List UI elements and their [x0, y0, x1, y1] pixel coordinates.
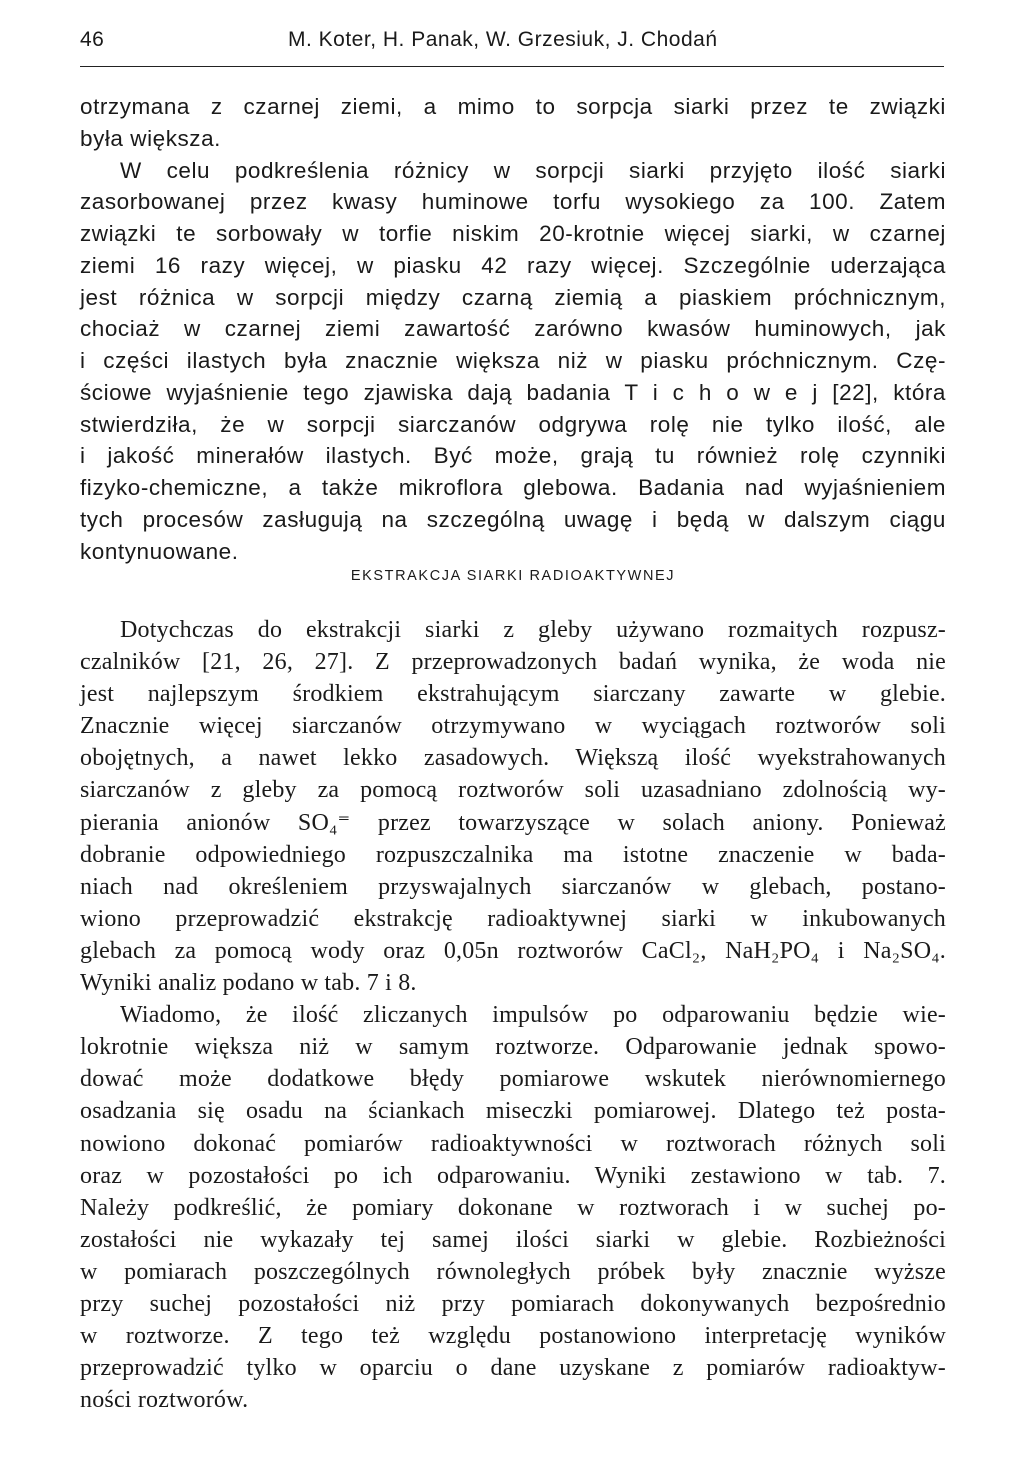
text-line: osadzania się osadu na ściankach miseczki pomiarowej. Dlatego też posta-	[80, 1098, 946, 1125]
text-line: fizyko-chemiczne, a także mikroflora glebowa. Badania nad wyjaśnieniem	[80, 475, 946, 500]
text-line: obojętnych, a nawet lekko zasadowych. Większą ilość wyekstrahowanych	[80, 745, 946, 772]
text-line: chociaż w czarnej ziemi zawartość zarówno kwasów huminowych, jak	[80, 316, 946, 342]
text-line: zasorbowanej przez kwasy huminowe torfu wysokiego za 100. Zatem	[80, 189, 946, 215]
text-line: kontynuowane.	[80, 538, 239, 564]
text-line: Wyniki analiz podano w tab. 7 i 8.	[80, 970, 417, 997]
text-line: przy suchej pozostałości niż przy pomiarach dokonywanych bezpośrednio	[80, 1290, 946, 1317]
text-line: W celu podkreślenia różnicy w sorpcji siarki przyjęto ilość siarki	[120, 157, 946, 183]
text-line: przeprowadzić tylko w oparciu o dane uzyskane z pomiarów radioaktyw-	[80, 1355, 946, 1382]
text-line: wiono przeprowadzić ekstrakcję radioaktywnej siarki w inkubowanych	[80, 905, 946, 932]
text-line: siarczanów z gleby za pomocą roztworów soli uzasadniano zdolnością wy-	[80, 777, 946, 804]
text-line: Należy podkreślić, że pomiary dokonane w roztworach i w suchej po-	[80, 1194, 946, 1221]
intro-text-block	[80, 91, 946, 567]
text-line: i jakość minerałów ilastych. Być może, grają tu również rolę czynniki	[80, 443, 946, 469]
text-line: ziemi 16 razy więcej, w piasku 42 razy więcej. Szczególnie uderzająca	[80, 252, 946, 278]
text-line: otrzymana z czarnej ziemi, a mimo to sorpcja siarki przez te związki	[80, 94, 946, 119]
text-line: oraz w pozostałości po ich odparowaniu. Wyniki zestawiono w tab. 7.	[80, 1162, 946, 1189]
text-line: i części ilastych była znacznie większa niż w piasku próchnicznym. Czę-	[80, 348, 946, 373]
page-number: 46	[80, 28, 105, 51]
text-line: lokrotnie większa niż w samym roztworze. Odparowanie jednak spowo-	[80, 1034, 946, 1061]
text-line: niach nad określeniem przyswajalnych siarczanów w glebach, postano-	[80, 873, 946, 900]
text-line: ściowe wyjaśnienie tego zjawiska dają badania T i c h o w e j [22], która	[80, 379, 946, 405]
text-line: Znacznie więcej siarczanów otrzymywano w wyciągach roztworów soli	[80, 713, 946, 740]
text-line: dować może dodatkowe błędy pomiarowe wskutek nierównomiernego	[80, 1066, 946, 1093]
text-line: glebach za pomocą wody oraz 0,05n roztworów CaCl₂, NaH₂PO₄ i Na₂SO₄.	[80, 937, 946, 964]
section-text-block	[80, 614, 946, 1416]
header-rule	[80, 66, 944, 67]
text-line: w roztworze. Z tego też względu postanowiono interpretację wyników	[80, 1323, 946, 1350]
text-line: stwierdziła, że w sorpcji siarczanów odgrywa rolę nie tylko ilość, ale	[80, 411, 946, 437]
text-line: ności roztworów.	[80, 1387, 249, 1414]
text-line: nowiono dokonać pomiarów radioaktywności w roztworach różnych soli	[80, 1130, 946, 1157]
text-line: zostałości nie wykazały tej samej ilości siarki w glebie. Rozbieżności	[80, 1226, 946, 1253]
running-head-authors: M. Koter, H. Panak, W. Grzesiuk, J. Chodań	[288, 28, 718, 51]
text-line: jest różnica w sorpcji między czarną ziemią a piaskiem próchnicznym,	[80, 284, 946, 310]
text-line: tych procesów zasługują na szczególną uwagę i będą w dalszym ciągu	[80, 506, 946, 532]
section-heading: EKSTRAKCJA SIARKI RADIOAKTYWNEJ	[350, 568, 676, 584]
text-line: Wiadomo, że ilość zliczanych impulsów po odparowaniu będzie wie-	[120, 1002, 946, 1029]
running-head	[80, 18, 944, 51]
text-line: dobranie odpowiedniego rozpuszczalnika ma istotne znaczenie w bada-	[80, 841, 946, 868]
text-line: czalników [21, 26, 27]. Z przeprowadzonych badań wynika, że woda nie	[80, 649, 946, 676]
text-line: w pomiarach poszczególnych równoległych próbek były znacznie wyższe	[80, 1258, 946, 1285]
text-line: związki te sorbowały w torfie niskim 20-krotnie więcej siarki, w czarnej	[80, 221, 946, 246]
text-line: jest najlepszym środkiem ekstrahującym siarczany zawarte w glebie.	[80, 681, 946, 708]
text-line: pierania anionów SO₄⁼ przez towarzyszące w solach aniony. Ponieważ	[80, 809, 946, 836]
text-line: była większa.	[80, 125, 221, 151]
text-line: Dotychczas do ekstrakcji siarki z gleby używano rozmaitych rozpusz-	[120, 617, 946, 643]
